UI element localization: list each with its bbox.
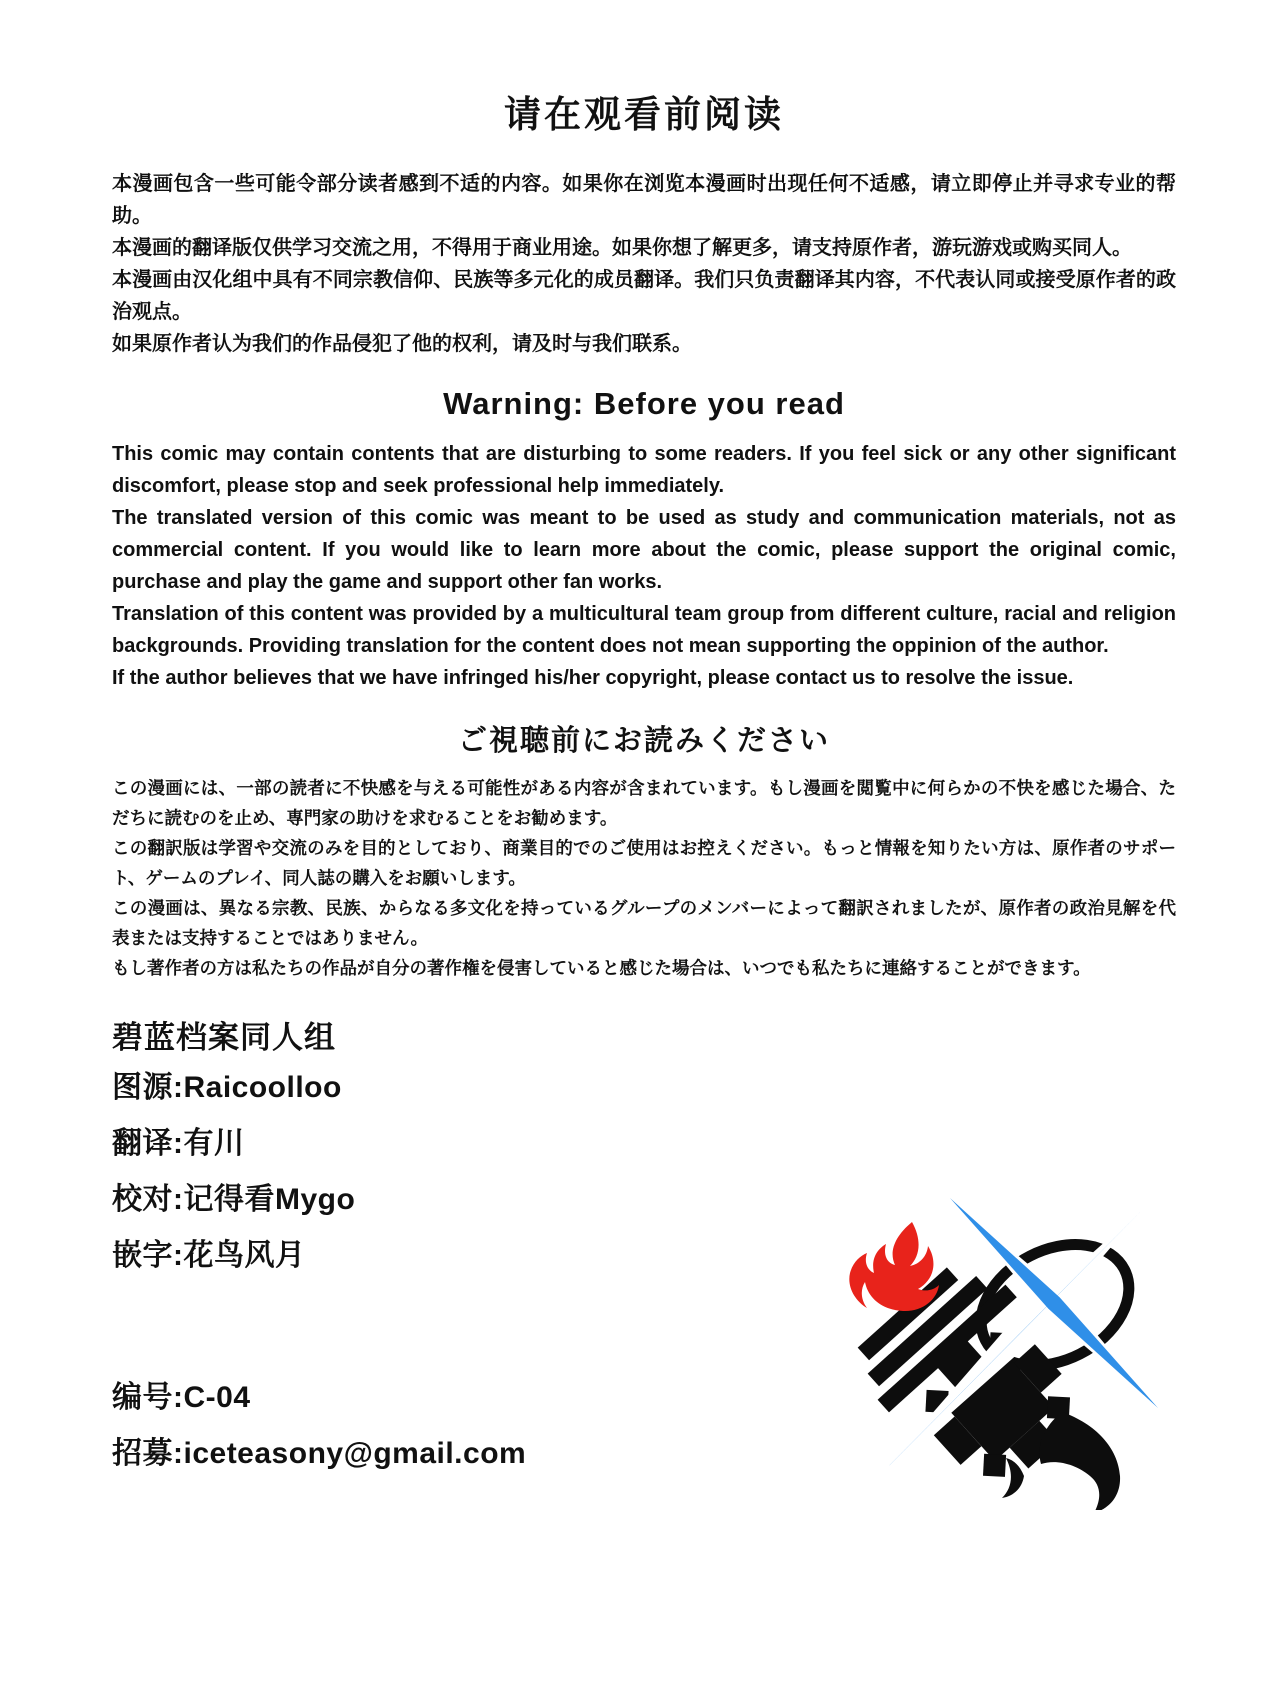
- credit-source: 图源:Raicoolloo: [112, 1071, 342, 1104]
- fan-group-logo-icon: [770, 1090, 1190, 1510]
- japanese-body: [112, 773, 1176, 983]
- jp-paragraph: この漫画には、一部の読者に不快感を与える可能性がある内容が含まれています。もし漫画を閲覧中に何らかの不快を感じた場合、ただちに読むのを止め、専門家の助けを求むることをお勧めます。: [112, 778, 1176, 828]
- credit-proofreader: 校对:记得看Mygo: [112, 1183, 356, 1216]
- credit-spacer: [112, 1284, 526, 1370]
- english-body: [112, 438, 1176, 694]
- english-title: Warning: Before you read: [443, 386, 845, 421]
- fan-group-logo: [770, 1090, 1190, 1510]
- group-name: 碧蓝档案同人组: [112, 1020, 336, 1055]
- japanese-title: ご視聴前にお読みください: [457, 725, 830, 757]
- en-paragraph: This comic may contain contents that are disturbing to some readers. If you feel sick or any other significant discomfort, please stop and seek professional help immediately.: [112, 443, 1176, 497]
- jp-paragraph: もし著作者の方は私たちの作品が自分の著作権を侵害していると感じた場合は、いつでも私たちに連絡することができます。: [112, 958, 1091, 978]
- cn-paragraph: 如果原作者认为我们的作品侵犯了他的权利，请及时与我们联系。: [112, 333, 692, 355]
- cn-paragraph: 本漫画由汉化组中具有不同宗教信仰、民族等多元化的成员翻译。我们只负责翻译其内容，不代表认同或接受原作者的政治观点。: [112, 269, 1176, 323]
- en-paragraph: If the author believes that we have infringed his/her copyright, please contact us to resolve the issue.: [112, 667, 1074, 689]
- credit-serial-number: 编号:C-04: [112, 1381, 251, 1414]
- cn-paragraph: 本漫画的翻译版仅供学习交流之用，不得用于商业用途。如果你想了解更多，请支持原作者，游玩游戏或购买同人。: [112, 237, 1132, 259]
- en-paragraph: Translation of this content was provided by a multicultural team group from different culture, racial and religion backgrounds. Providing translation for the content does not mean supporting the oppinion of the author.: [112, 603, 1176, 657]
- cn-paragraph: 本漫画包含一些可能令部分读者感到不适的内容。如果你在浏览本漫画时出现任何不适感，请立即停止并寻求专业的帮助。: [112, 173, 1176, 227]
- chinese-title: 请在观看前阅读: [504, 94, 784, 135]
- jp-paragraph: この漫画は、異なる宗教、民族、からなる多文化を持っているグループのメンバーによって翻訳されましたが、原作者の政治見解を代表または支持することではありません。: [112, 898, 1176, 948]
- chinese-body: [112, 168, 1176, 360]
- en-paragraph: The translated version of this comic was meant to be used as study and communication materials, not as commercial content. If you would like to learn more about the comic, please support the original comic, purchase and play the game and support other fan works.: [112, 507, 1176, 593]
- flame-icon: [849, 1222, 939, 1311]
- credits-block: [112, 1016, 526, 1482]
- credit-translator: 翻译:有川: [112, 1127, 245, 1160]
- credit-typesetter: 嵌字:花鸟风月: [112, 1239, 306, 1272]
- jp-paragraph: この翻訳版は学習や交流のみを目的としており、商業目的でのご使用はお控えください。もっと情報を知りたい方は、原作者のサポート、ゲームのプレイ、同人誌の購入をお願いします。: [112, 838, 1176, 888]
- credit-recruit-email: 招募:iceteasony@gmail.com: [112, 1437, 527, 1470]
